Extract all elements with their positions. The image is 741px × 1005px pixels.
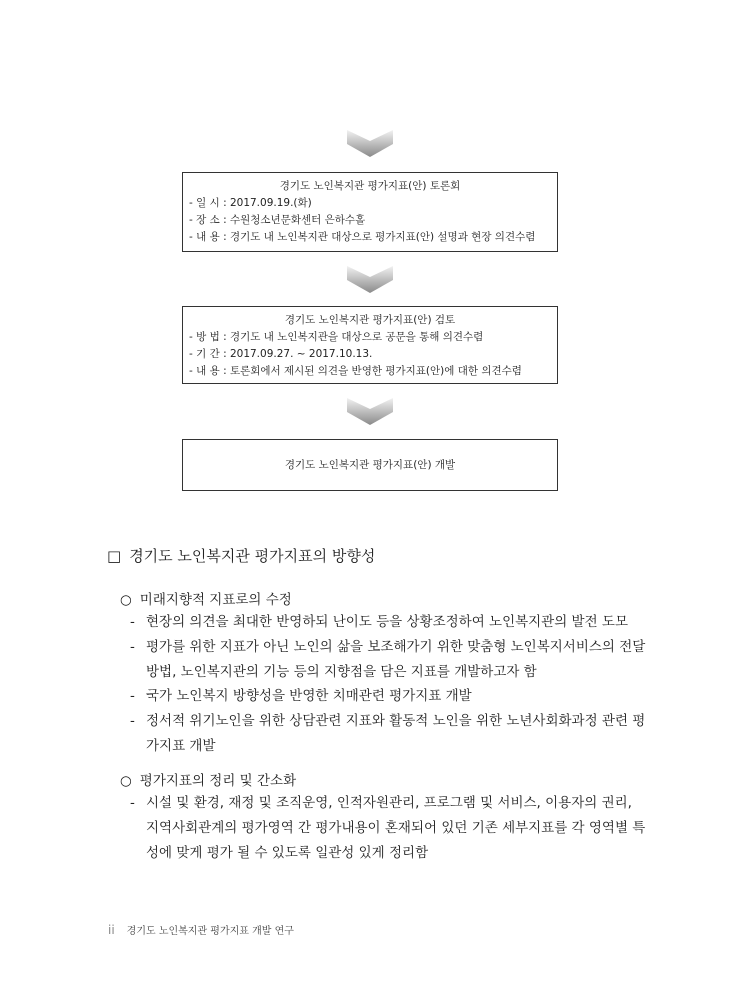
section-heading (107, 545, 375, 566)
flow-box-forum (182, 172, 558, 252)
list-item: - 현장의 의견을 최대한 반영하되 난이도 등을 상황조정하여 노인복지관의 발전 도모 (130, 614, 629, 630)
list-item-text: 현장의 의견을 최대한 반영하되 난이도 등을 상황조정하여 노인복지관의 발전 도모 (146, 614, 629, 630)
list-item: - 국가 노인복지 방향성을 반영한 치매관련 평가지표 개발 (130, 688, 472, 704)
chevron-down-icon (347, 264, 393, 294)
subsection-title-text: 미래지향적 지표로의 수정 (139, 592, 292, 608)
circle-bullet-icon: ○ (120, 592, 132, 608)
page-footer (108, 922, 294, 937)
chevron-down-icon (347, 128, 393, 158)
list-item-text: 방법, 노인복지관의 기능 등의 지향점을 담은 지표를 개발하고자 함 (146, 664, 537, 680)
section-heading-text: 경기도 노인복지관 평가지표의 방향성 (129, 547, 376, 565)
flow-box-development (182, 439, 558, 491)
flow-box-title: 경기도 노인복지관 평가지표(안) 개발 (284, 459, 456, 471)
list-item-text: 정서적 위기노인을 위한 상담관련 지표와 활동적 노인을 위한 노년사회화과정 관련 평 (146, 713, 646, 729)
flow-box-line: - 내 용 : 토론회에서 제시된 의견을 반영한 평가지표(안)에 대한 의견수렴 (189, 365, 522, 377)
list-item-text: 국가 노인복지 방향성을 반영한 치매관련 평가지표 개발 (146, 688, 472, 704)
list-item: - 정서적 위기노인을 위한 상담관련 지표와 활동적 노인을 위한 노년사회화과정 관련 평 가지표 개발 (130, 709, 640, 759)
running-title: 경기도 노인복지관 평가지표 개발 연구 (126, 926, 294, 937)
list-item: - 시설 및 환경, 재정 및 조직운영, 인적자원관리, 프로그램 및 서비스, 이용자의 권리, 지역사회관계의 평가영역 간 평가내용이 혼재되어 있던 기존 세부지표를 각 영역별 특 성에 맞게 평가 될 수 있도록 일관성 있게 정리함 (130, 791, 640, 866)
flow-box-line: - 일 시 : 2017.09.19.(화) (189, 197, 312, 209)
subsection-title (120, 769, 296, 789)
flow-box-title: 경기도 노인복지관 평가지표(안) 토론회 (279, 180, 461, 192)
square-bullet-icon: □ (107, 547, 122, 565)
flow-box-line: - 기 간 : 2017.09.27. ~ 2017.10.13. (189, 348, 373, 360)
list-item-text: 평가를 위한 지표가 아닌 노인의 삶을 보조해가기 위한 맞춤형 노인복지서비스의 전달 (146, 639, 646, 655)
circle-bullet-icon: ○ (120, 773, 132, 789)
list-item-text: 가지표 개발 (146, 738, 216, 754)
flow-box-line: - 방 법 : 경기도 내 노인복지관을 대상으로 공문을 통해 의견수렴 (189, 331, 484, 343)
list-item-text: 성에 맞게 평가 될 수 있도록 일관성 있게 정리함 (146, 845, 429, 861)
chevron-down-icon (347, 396, 393, 426)
flow-box-line: - 장 소 : 수원청소년문화센터 은하수홀 (189, 214, 366, 226)
flow-box-title: 경기도 노인복지관 평가지표(안) 검토 (284, 314, 456, 326)
list-item-text: 시설 및 환경, 재정 및 조직운영, 인적자원관리, 프로그램 및 서비스, 이용자의 권리, (146, 795, 632, 811)
list-item-text: 지역사회관계의 평가영역 간 평가내용이 혼재되어 있던 기존 세부지표를 각 영역별 특 (146, 820, 646, 836)
list-item: - 평가를 위한 지표가 아닌 노인의 삶을 보조해가기 위한 맞춤형 노인복지서비스의 전달 방법, 노인복지관의 기능 등의 지향점을 담은 지표를 개발하고자 함 (130, 635, 640, 685)
flow-box-line: - 내 용 : 경기도 내 노인복지관 대상으로 평가지표(안) 설명과 현장 의견수렴 (189, 231, 536, 243)
subsection-title-text: 평가지표의 정리 및 간소화 (139, 773, 297, 789)
subsection-title (120, 588, 292, 608)
page-number: ii (108, 923, 115, 937)
flow-box-review (182, 306, 558, 384)
